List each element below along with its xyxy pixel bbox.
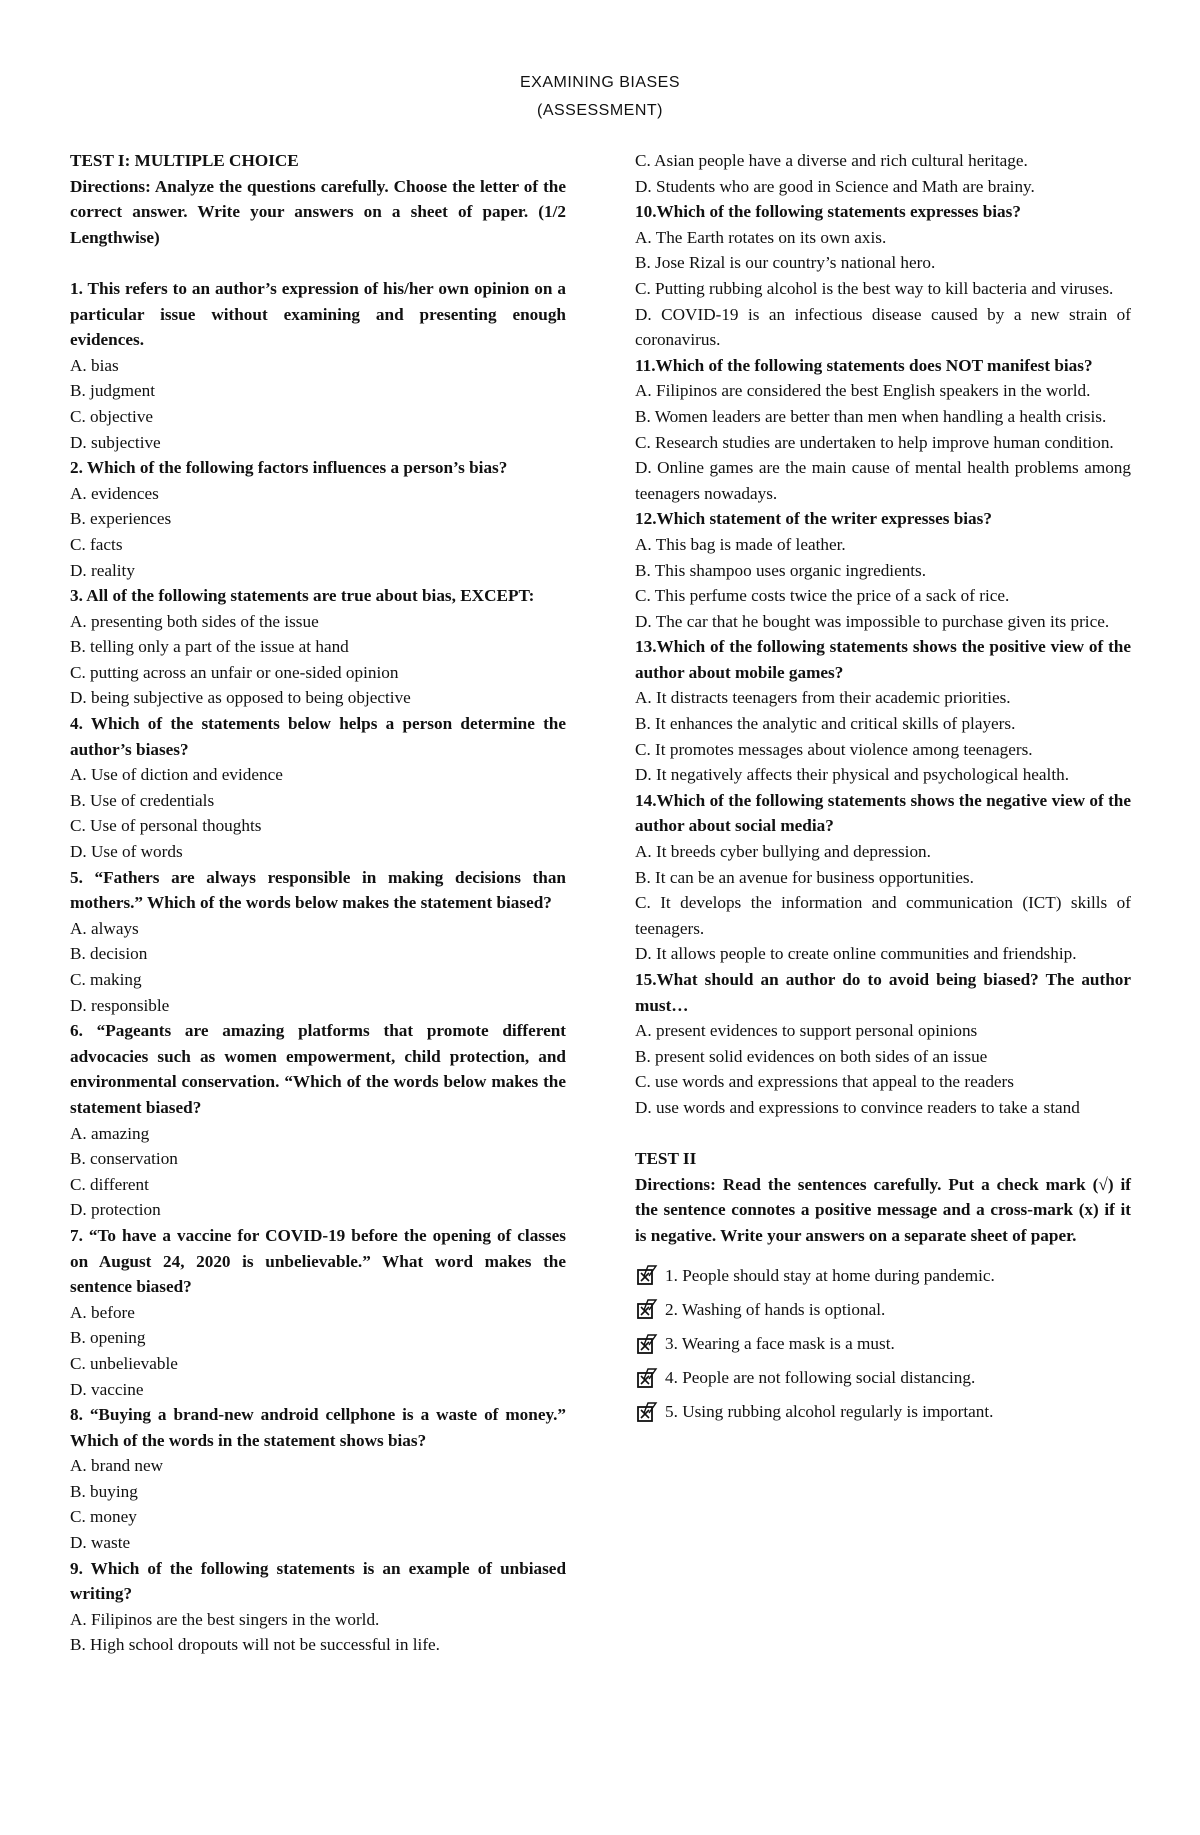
option: A. The Earth rotates on its own axis. <box>635 227 887 247</box>
option: C. money <box>70 1507 137 1527</box>
question-7: 7. “To have a vaccine for COVID-19 before the opening of classes on August 24, 2020 is unbelievable.” What word makes the sentence biased? <box>70 1225 566 1297</box>
checkbox-cross-icon <box>635 1366 659 1390</box>
test2-heading: TEST II <box>635 1149 697 1169</box>
test2-item <box>635 1365 1131 1391</box>
option: C. It promotes messages about violence among teenagers. <box>635 739 1033 759</box>
checkbox-cross-icon <box>635 1263 659 1287</box>
option: B. Women leaders are better than men when handling a health crisis. <box>635 406 1107 426</box>
document-title: EXAMINING BIASES <box>519 74 681 91</box>
option: D. subjective <box>70 432 161 452</box>
checkbox-cross-icon <box>635 1297 659 1321</box>
option: D. It negatively affects their physical and psychological health. <box>635 765 1070 785</box>
option: A. before <box>70 1302 135 1322</box>
option: A. bias <box>70 355 119 375</box>
option: D. COVID-19 is an infectious disease caused by a new strain of coronavirus. <box>635 304 1131 350</box>
option: B. judgment <box>70 381 155 401</box>
right-column <box>635 148 1131 1425</box>
option: D. reality <box>70 560 135 580</box>
checkbox-cross-icon <box>635 1332 659 1356</box>
test2-item-text: 2. Washing of hands is optional. <box>665 1299 886 1319</box>
question-1: 1. This refers to an author’s expression of his/her own opinion on a particular issue without examining and presenting enough evidences. <box>70 278 566 350</box>
test2-item <box>635 1331 1131 1357</box>
question-8: 8. “Buying a brand-new android cellphone is a waste of money.” Which of the words in the statement shows bias? <box>70 1405 566 1450</box>
option: B. experiences <box>70 509 172 529</box>
question-5: 5. “Fathers are always responsible in making decisions than mothers.” Which of the words below makes the statement biased? <box>70 867 566 913</box>
question-2: 2. Which of the following factors influences a person’s bias? <box>70 458 508 478</box>
option: D. protection <box>70 1200 161 1220</box>
option: D. The car that he bought was impossible to purchase given its price. <box>635 611 1110 631</box>
option: D. vaccine <box>70 1379 144 1399</box>
test2-item-text: 1. People should stay at home during pandemic. <box>665 1265 995 1285</box>
test2-item <box>635 1297 1131 1323</box>
option: A. Use of diction and evidence <box>70 765 283 785</box>
option: B. buying <box>70 1481 138 1501</box>
option: C. It develops the information and communication (ICT) skills of teenagers. <box>635 893 1131 938</box>
option: A. amazing <box>70 1123 150 1143</box>
test2-item <box>635 1399 1131 1425</box>
option: A. It breeds cyber bullying and depression. <box>635 842 931 862</box>
option: D. waste <box>70 1533 131 1553</box>
option: C. use words and expressions that appeal to the readers <box>635 1072 1014 1092</box>
option: A. Filipinos are the best singers in the world. <box>70 1609 380 1629</box>
option: D. Online games are the main cause of mental health problems among teenagers nowadays. <box>635 458 1131 503</box>
option: B. present solid evidences on both sides of an issue <box>635 1046 988 1066</box>
question-10: 10.Which of the following statements expresses bias? <box>635 202 1021 222</box>
option: B. conservation <box>70 1149 178 1169</box>
option: C. Putting rubbing alcohol is the best way to kill bacteria and viruses. <box>635 278 1114 298</box>
question-3: 3. All of the following statements are true about bias, EXCEPT: <box>70 586 535 606</box>
option: A. presenting both sides of the issue <box>70 611 319 631</box>
spacer <box>635 1121 1131 1147</box>
question-15: 15.What should an author do to avoid being biased? The author must… <box>635 970 1131 1015</box>
option: C. objective <box>70 406 154 426</box>
option: D. Use of words <box>70 842 183 862</box>
option: C. different <box>70 1174 149 1194</box>
option: A. present evidences to support personal opinions <box>635 1021 978 1041</box>
option: B. Jose Rizal is our country’s national hero. <box>635 253 936 273</box>
option: A. brand new <box>70 1456 164 1476</box>
option: A. This bag is made of leather. <box>635 534 846 554</box>
question-12: 12.Which statement of the writer expresses bias? <box>635 509 992 529</box>
option: A. Filipinos are considered the best English speakers in the world. <box>635 381 1091 401</box>
option: D. It allows people to create online communities and friendship. <box>635 944 1077 964</box>
option: B. This shampoo uses organic ingredients. <box>635 560 927 580</box>
question-11: 11.Which of the following statements does NOT manifest bias? <box>635 355 1093 375</box>
option: C. facts <box>70 534 123 554</box>
option: B. It enhances the analytic and critical skills of players. <box>635 714 1016 734</box>
question-13: 13.Which of the following statements shows the positive view of the author about mobile games? <box>635 637 1131 682</box>
spacer <box>70 250 566 276</box>
test2-item-text: 5. Using rubbing alcohol regularly is important. <box>665 1401 994 1421</box>
option: B. opening <box>70 1328 146 1348</box>
option: B. decision <box>70 944 148 964</box>
test2-directions: Directions: Read the sentences carefully. Put a check mark (√) if the sentence connotes a positive message and a cross-mark (x) if it is negative. Write your answers on a separate sheet of paper. <box>635 1174 1131 1245</box>
option: D. Students who are good in Science and Math are brainy. <box>635 176 1035 196</box>
option: D. responsible <box>70 995 170 1015</box>
question-6: 6. “Pageants are amazing platforms that promote different advocacies such as women empowerment, child protection, and environmental conservation. “Which of the words below makes the statement biased? <box>70 1021 566 1117</box>
option: D. use words and expressions to convince readers to take a stand <box>635 1097 1080 1117</box>
test2-items <box>635 1263 1131 1425</box>
test2-item-text: 3. Wearing a face mask is a must. <box>665 1333 895 1353</box>
document-subtitle: (ASSESSMENT) <box>536 102 663 119</box>
option: C. putting across an unfair or one-sided opinion <box>70 662 399 682</box>
option: D. being subjective as opposed to being objective <box>70 688 411 708</box>
test1-directions: Directions: Analyze the questions carefully. Choose the letter of the correct answer. Write your answers on a sheet of paper. (1/2 Lengthwise) <box>70 176 566 247</box>
option: B. High school dropouts will not be successful in life. <box>70 1635 440 1655</box>
question-4: 4. Which of the statements below helps a person determine the author’s biases? <box>70 714 566 759</box>
test1-heading: TEST I: MULTIPLE CHOICE <box>70 151 299 170</box>
option: C. Use of personal thoughts <box>70 816 262 836</box>
option: A. always <box>70 918 139 938</box>
test2-item <box>635 1263 1131 1289</box>
option: C. Research studies are undertaken to help improve human condition. <box>635 432 1114 452</box>
option: C. unbelievable <box>70 1353 178 1373</box>
option: A. It distracts teenagers from their academic priorities. <box>635 688 1011 708</box>
option: B. It can be an avenue for business opportunities. <box>635 867 974 887</box>
checkbox-cross-icon <box>635 1400 659 1424</box>
left-column <box>70 148 566 1658</box>
option: B. telling only a part of the issue at hand <box>70 637 349 657</box>
option: C. This perfume costs twice the price of a sack of rice. <box>635 586 1010 606</box>
option: C. making <box>70 970 142 989</box>
option: B. Use of credentials <box>70 790 215 810</box>
question-9: 9. Which of the following statements is an example of unbiased writing? <box>70 1558 566 1604</box>
option: A. evidences <box>70 483 159 503</box>
option: C. Asian people have a diverse and rich cultural heritage. <box>635 151 1028 170</box>
test2-item-text: 4. People are not following social distancing. <box>665 1367 976 1387</box>
question-14: 14.Which of the following statements shows the negative view of the author about social media? <box>635 790 1131 836</box>
